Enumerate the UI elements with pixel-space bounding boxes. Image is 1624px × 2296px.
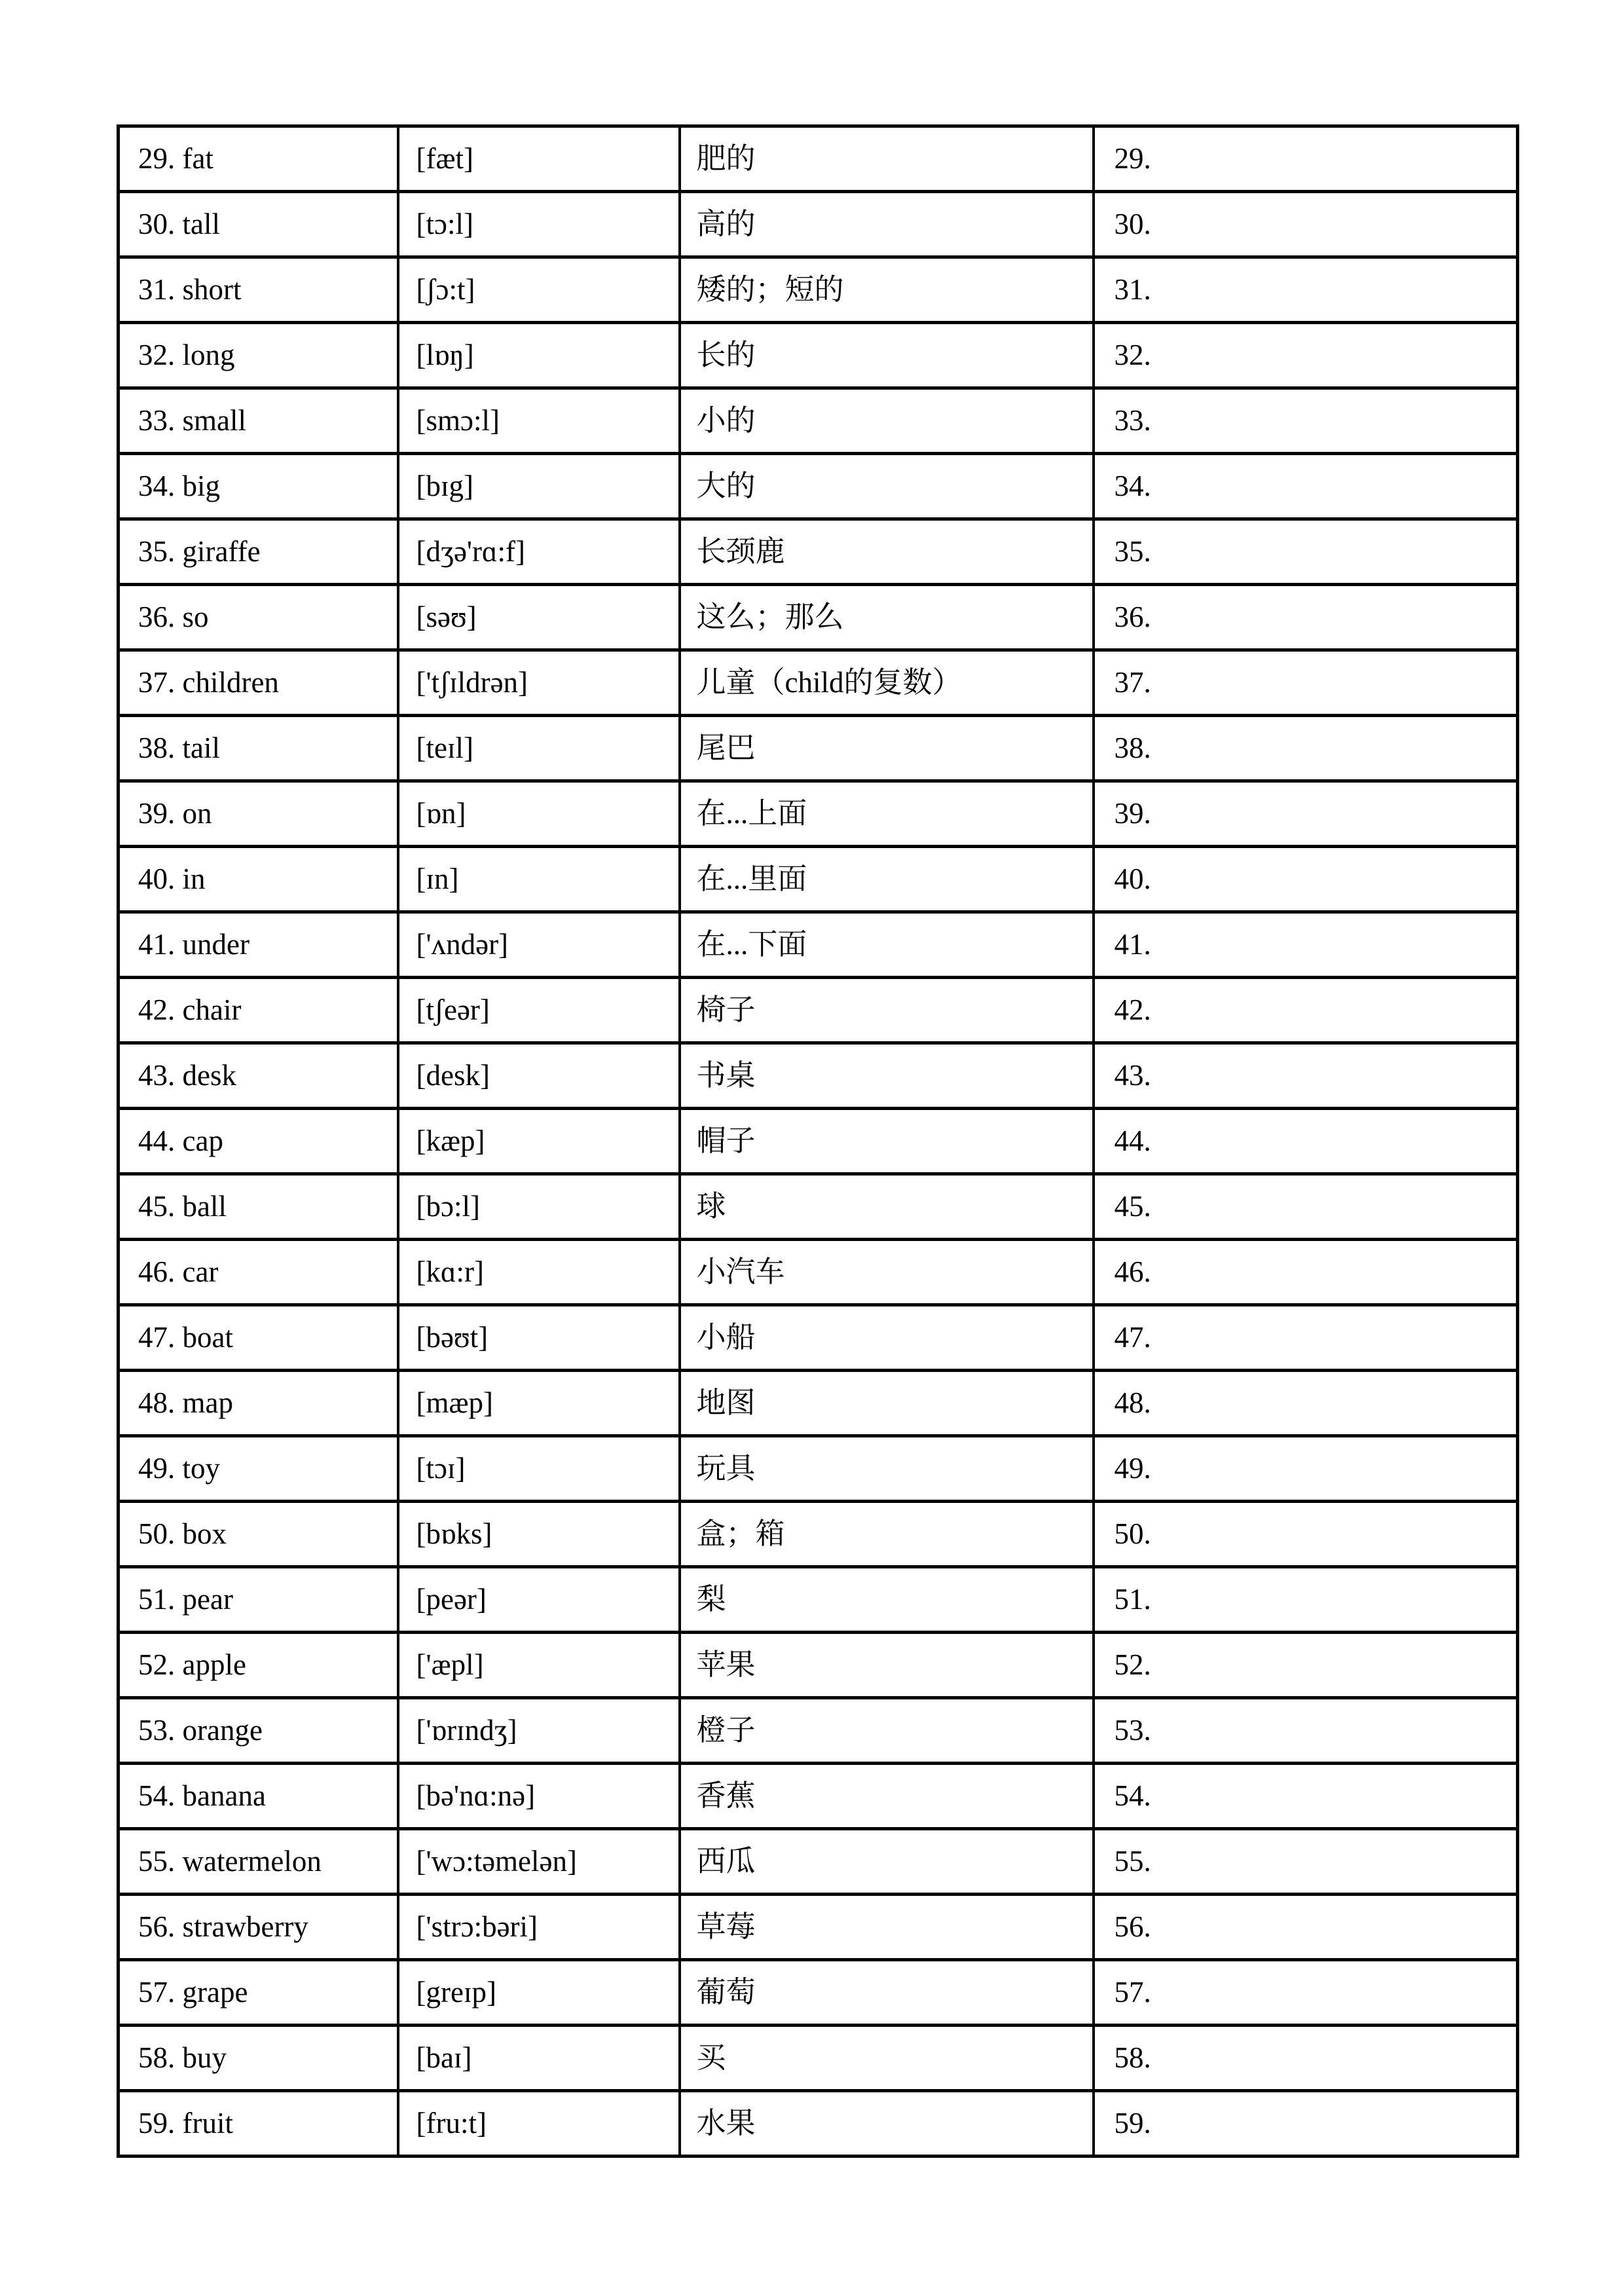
meaning-cell: 水果 bbox=[680, 2091, 1094, 2157]
word-cell: 36. so bbox=[119, 585, 398, 650]
word-cell: 51. pear bbox=[119, 1567, 398, 1633]
phonetic-cell: [tɔ:l] bbox=[398, 192, 680, 257]
word-cell: 54. banana bbox=[119, 1764, 398, 1829]
number-cell: 44. bbox=[1094, 1109, 1518, 1174]
table-row bbox=[119, 1567, 1518, 1633]
word-cell: 57. grape bbox=[119, 1960, 398, 2026]
table-row bbox=[119, 978, 1518, 1043]
table-row bbox=[119, 650, 1518, 716]
number-cell: 33. bbox=[1094, 388, 1518, 454]
meaning-cell: 小汽车 bbox=[680, 1240, 1094, 1305]
meaning-cell: 在...里面 bbox=[680, 847, 1094, 912]
phonetic-cell: ['æpl] bbox=[398, 1633, 680, 1698]
word-cell: 32. long bbox=[119, 323, 398, 388]
meaning-cell: 草莓 bbox=[680, 1895, 1094, 1960]
phonetic-cell: [peər] bbox=[398, 1567, 680, 1633]
word-cell: 45. ball bbox=[119, 1174, 398, 1240]
table-row bbox=[119, 912, 1518, 978]
word-cell: 52. apple bbox=[119, 1633, 398, 1698]
number-cell: 34. bbox=[1094, 454, 1518, 519]
number-cell: 57. bbox=[1094, 1960, 1518, 2026]
meaning-cell: 小的 bbox=[680, 388, 1094, 454]
number-cell: 46. bbox=[1094, 1240, 1518, 1305]
meaning-cell: 大的 bbox=[680, 454, 1094, 519]
meaning-cell: 香蕉 bbox=[680, 1764, 1094, 1829]
number-cell: 36. bbox=[1094, 585, 1518, 650]
word-cell: 46. car bbox=[119, 1240, 398, 1305]
number-cell: 58. bbox=[1094, 2026, 1518, 2091]
phonetic-cell: [dʒə'rɑ:f] bbox=[398, 519, 680, 585]
meaning-cell: 在...下面 bbox=[680, 912, 1094, 978]
table-row bbox=[119, 585, 1518, 650]
table-row bbox=[119, 126, 1518, 192]
phonetic-cell: [ʃɔ:t] bbox=[398, 257, 680, 323]
phonetic-cell: [greɪp] bbox=[398, 1960, 680, 2026]
word-cell: 55. watermelon bbox=[119, 1829, 398, 1895]
word-cell: 37. children bbox=[119, 650, 398, 716]
number-cell: 49. bbox=[1094, 1436, 1518, 1502]
number-cell: 47. bbox=[1094, 1305, 1518, 1371]
meaning-cell: 长颈鹿 bbox=[680, 519, 1094, 585]
number-cell: 43. bbox=[1094, 1043, 1518, 1109]
word-cell: 34. big bbox=[119, 454, 398, 519]
table-row bbox=[119, 2091, 1518, 2157]
number-cell: 42. bbox=[1094, 978, 1518, 1043]
table-row bbox=[119, 1633, 1518, 1698]
phonetic-cell: [kɑ:r] bbox=[398, 1240, 680, 1305]
phonetic-cell: [kæp] bbox=[398, 1109, 680, 1174]
phonetic-cell: [bə'nɑ:nə] bbox=[398, 1764, 680, 1829]
phonetic-cell: [lɒŋ] bbox=[398, 323, 680, 388]
number-cell: 45. bbox=[1094, 1174, 1518, 1240]
phonetic-cell: [bɒks] bbox=[398, 1502, 680, 1567]
vocab-table bbox=[117, 124, 1519, 2158]
vocab-table-body bbox=[119, 126, 1518, 2157]
table-row bbox=[119, 454, 1518, 519]
table-row bbox=[119, 1829, 1518, 1895]
phonetic-cell: [tʃeər] bbox=[398, 978, 680, 1043]
phonetic-cell: ['wɔ:təmelən] bbox=[398, 1829, 680, 1895]
phonetic-cell: [teɪl] bbox=[398, 716, 680, 781]
word-cell: 38. tail bbox=[119, 716, 398, 781]
table-row bbox=[119, 716, 1518, 781]
word-cell: 43. desk bbox=[119, 1043, 398, 1109]
phonetic-cell: [bɪg] bbox=[398, 454, 680, 519]
table-row bbox=[119, 1764, 1518, 1829]
table-row bbox=[119, 847, 1518, 912]
table-row bbox=[119, 192, 1518, 257]
table-row bbox=[119, 1240, 1518, 1305]
number-cell: 50. bbox=[1094, 1502, 1518, 1567]
number-cell: 40. bbox=[1094, 847, 1518, 912]
meaning-cell: 肥的 bbox=[680, 126, 1094, 192]
phonetic-cell: [fru:t] bbox=[398, 2091, 680, 2157]
table-row bbox=[119, 1174, 1518, 1240]
meaning-cell: 梨 bbox=[680, 1567, 1094, 1633]
meaning-cell: 书桌 bbox=[680, 1043, 1094, 1109]
word-cell: 58. buy bbox=[119, 2026, 398, 2091]
word-cell: 35. giraffe bbox=[119, 519, 398, 585]
meaning-cell: 矮的；短的 bbox=[680, 257, 1094, 323]
word-cell: 44. cap bbox=[119, 1109, 398, 1174]
meaning-cell: 在...上面 bbox=[680, 781, 1094, 847]
number-cell: 31. bbox=[1094, 257, 1518, 323]
meaning-cell: 儿童（child的复数） bbox=[680, 650, 1094, 716]
number-cell: 53. bbox=[1094, 1698, 1518, 1764]
phonetic-cell: [smɔ:l] bbox=[398, 388, 680, 454]
phonetic-cell: [desk] bbox=[398, 1043, 680, 1109]
number-cell: 29. bbox=[1094, 126, 1518, 192]
meaning-cell: 椅子 bbox=[680, 978, 1094, 1043]
phonetic-cell: [bəʊt] bbox=[398, 1305, 680, 1371]
table-row bbox=[119, 257, 1518, 323]
word-cell: 53. orange bbox=[119, 1698, 398, 1764]
word-cell: 30. tall bbox=[119, 192, 398, 257]
phonetic-cell: ['ɒrɪndʒ] bbox=[398, 1698, 680, 1764]
meaning-cell: 买 bbox=[680, 2026, 1094, 2091]
phonetic-cell: [baɪ] bbox=[398, 2026, 680, 2091]
number-cell: 38. bbox=[1094, 716, 1518, 781]
meaning-cell: 橙子 bbox=[680, 1698, 1094, 1764]
word-cell: 56. strawberry bbox=[119, 1895, 398, 1960]
number-cell: 39. bbox=[1094, 781, 1518, 847]
meaning-cell: 小船 bbox=[680, 1305, 1094, 1371]
table-row bbox=[119, 519, 1518, 585]
phonetic-cell: ['tʃɪldrən] bbox=[398, 650, 680, 716]
number-cell: 37. bbox=[1094, 650, 1518, 716]
word-cell: 47. boat bbox=[119, 1305, 398, 1371]
word-cell: 48. map bbox=[119, 1371, 398, 1436]
meaning-cell: 这么；那么 bbox=[680, 585, 1094, 650]
number-cell: 52. bbox=[1094, 1633, 1518, 1698]
number-cell: 48. bbox=[1094, 1371, 1518, 1436]
phonetic-cell: [mæp] bbox=[398, 1371, 680, 1436]
word-cell: 39. on bbox=[119, 781, 398, 847]
word-cell: 50. box bbox=[119, 1502, 398, 1567]
table-row bbox=[119, 1043, 1518, 1109]
word-cell: 40. in bbox=[119, 847, 398, 912]
number-cell: 55. bbox=[1094, 1829, 1518, 1895]
number-cell: 56. bbox=[1094, 1895, 1518, 1960]
number-cell: 30. bbox=[1094, 192, 1518, 257]
meaning-cell: 苹果 bbox=[680, 1633, 1094, 1698]
number-cell: 54. bbox=[1094, 1764, 1518, 1829]
phonetic-cell: [səʊ] bbox=[398, 585, 680, 650]
meaning-cell: 盒；箱 bbox=[680, 1502, 1094, 1567]
meaning-cell: 西瓜 bbox=[680, 1829, 1094, 1895]
phonetic-cell: ['strɔ:bəri] bbox=[398, 1895, 680, 1960]
number-cell: 32. bbox=[1094, 323, 1518, 388]
table-row bbox=[119, 781, 1518, 847]
phonetic-cell: [ɒn] bbox=[398, 781, 680, 847]
word-cell: 31. short bbox=[119, 257, 398, 323]
number-cell: 41. bbox=[1094, 912, 1518, 978]
table-row bbox=[119, 1109, 1518, 1174]
meaning-cell: 尾巴 bbox=[680, 716, 1094, 781]
number-cell: 35. bbox=[1094, 519, 1518, 585]
table-row bbox=[119, 1895, 1518, 1960]
table-row bbox=[119, 1436, 1518, 1502]
table-row bbox=[119, 1502, 1518, 1567]
word-cell: 49. toy bbox=[119, 1436, 398, 1502]
table-row bbox=[119, 1305, 1518, 1371]
number-cell: 59. bbox=[1094, 2091, 1518, 2157]
meaning-cell: 帽子 bbox=[680, 1109, 1094, 1174]
phonetic-cell: ['ʌndər] bbox=[398, 912, 680, 978]
word-cell: 59. fruit bbox=[119, 2091, 398, 2157]
phonetic-cell: [tɔɪ] bbox=[398, 1436, 680, 1502]
meaning-cell: 球 bbox=[680, 1174, 1094, 1240]
word-cell: 42. chair bbox=[119, 978, 398, 1043]
meaning-cell: 葡萄 bbox=[680, 1960, 1094, 2026]
meaning-cell: 长的 bbox=[680, 323, 1094, 388]
word-cell: 29. fat bbox=[119, 126, 398, 192]
table-row bbox=[119, 323, 1518, 388]
table-row bbox=[119, 2026, 1518, 2091]
number-cell: 51. bbox=[1094, 1567, 1518, 1633]
meaning-cell: 玩具 bbox=[680, 1436, 1094, 1502]
meaning-cell: 地图 bbox=[680, 1371, 1094, 1436]
meaning-cell: 高的 bbox=[680, 192, 1094, 257]
word-cell: 41. under bbox=[119, 912, 398, 978]
table-row bbox=[119, 1960, 1518, 2026]
phonetic-cell: [fæt] bbox=[398, 126, 680, 192]
word-cell: 33. small bbox=[119, 388, 398, 454]
phonetic-cell: [bɔ:l] bbox=[398, 1174, 680, 1240]
phonetic-cell: [ɪn] bbox=[398, 847, 680, 912]
table-row bbox=[119, 1698, 1518, 1764]
table-row bbox=[119, 1371, 1518, 1436]
table-row bbox=[119, 388, 1518, 454]
